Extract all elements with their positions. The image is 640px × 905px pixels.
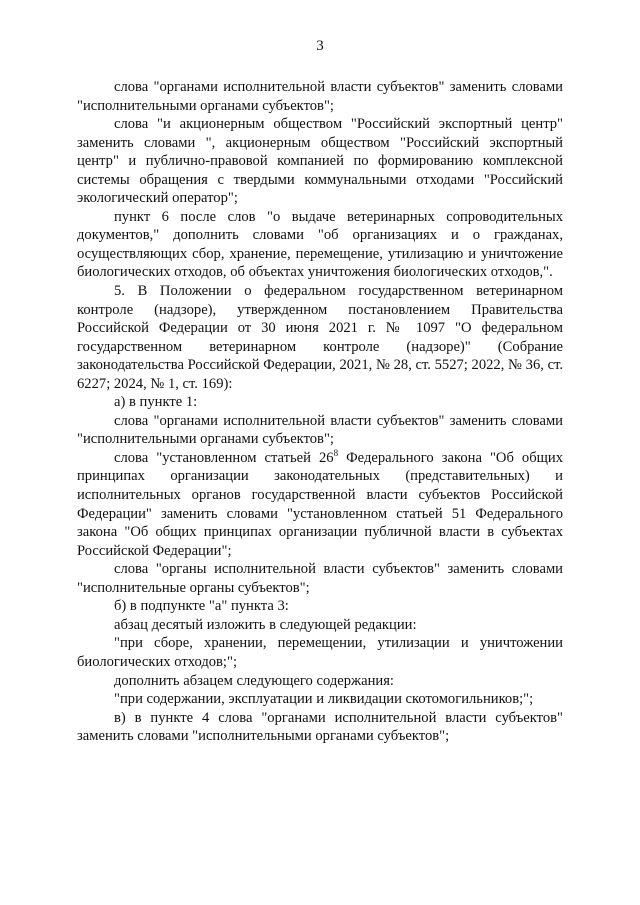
paragraph: а) в пункте 1: — [114, 394, 198, 411]
paragraph: пункт 6 после слов "о выдаче ветеринарных сопроводительных документов," дополнить словами "об организациях и о гражданах, осуществляющих сбор, хранение, перемещение, утилизацию и уничтожение биологических отходов, об объектах уничтожения биологических отходов,". — [77, 208, 563, 281]
page-number: 3 — [316, 38, 324, 54]
paragraph: "при содержании, эксплуатации и ликвидации скотомогильников;"; — [114, 691, 534, 708]
paragraph: в) в пункте 4 слова "органами исполнительной власти субъектов" заменить словами "исполнительными органами субъектов"; — [77, 709, 563, 745]
paragraph — [77, 449, 563, 560]
paragraph: слова "органами исполнительной власти субъектов" заменить словами "исполнительными органами субъектов"; — [77, 79, 563, 114]
paragraph: 5. В Положении о федеральном государственном ветеринарном контроле (надзоре), утвержденном постановлением Правительства Российской Федерации от 30 июня 2021 г. № 1097 "О федеральном государственном ветеринарном контроле (надзоре)" (Собрание законодательства Российской Федерации, 2021, № 28, ст. 5527; 2022, № 36, ст. 6227; 2024, № 1, ст. 169): — [77, 283, 563, 392]
paragraph: слова "органы исполнительной власти субъектов" заменить словами "исполнительные органы субъектов"; — [77, 561, 563, 596]
paragraph: слова "органами исполнительной власти субъектов" заменить словами "исполнительными органами субъектов"; — [77, 412, 563, 448]
document-body — [77, 78, 563, 746]
paragraph: слова "и акционерным обществом "Российский экспортный центр" заменить словами ", акционерным обществом "Российский экспортный центр" и публично-правовой компанией по формированию комплексной системы обращения с твердыми коммунальными отходами "Российский экологический оператор"; — [77, 116, 563, 207]
paragraph: "при сборе, хранении, перемещении, утилизации и уничтожении биологических отходов;"; — [77, 635, 563, 670]
paragraph: б) в подпункте "а" пункта 3: — [114, 598, 289, 615]
paragraph: абзац десятый изложить в следующей редакции: — [114, 616, 417, 633]
paragraph: дополнить абзацем следующего содержания: — [114, 672, 394, 689]
paragraph-text: слова "установленном статьей 26 — [114, 449, 334, 466]
paragraph-text: Федерального закона "Об общих принципах организации законодательных (представительных) и исполнительных органов государственной власти субъектов Российской Федерации" заменить словами "установленном статьей 51 Федерального закона "Об общих принципах организации публичной власти в субъектах Российской Федерации"; — [77, 449, 563, 559]
superscript: 8 — [333, 447, 339, 458]
